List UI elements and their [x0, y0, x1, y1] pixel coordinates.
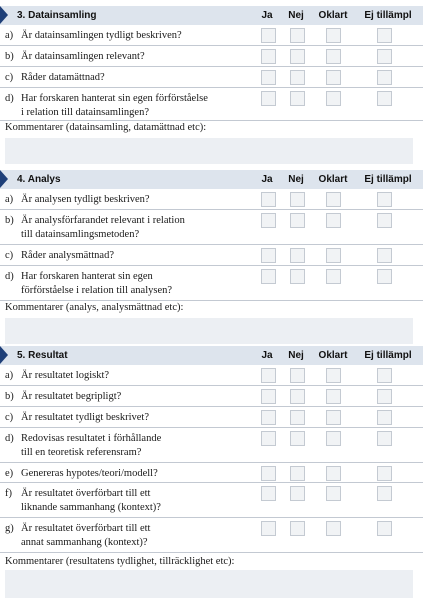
question-row: [0, 67, 423, 88]
question-line: Är resultatet överförbart till ett: [21, 488, 151, 499]
checkbox-oklart[interactable]: [326, 431, 341, 446]
question-line: annat sammanhang (kontext)?: [21, 537, 148, 548]
column-header-oklart: Oklart: [318, 10, 348, 21]
checkbox-ej-till-mpl[interactable]: [377, 49, 392, 64]
question-text: [5, 487, 250, 515]
checkbox-nej[interactable]: [290, 91, 305, 106]
question-row: [0, 428, 423, 463]
checkbox-ej-till-mpl[interactable]: [377, 466, 392, 481]
question-line: förförståelse i relation till analysen?: [21, 285, 173, 296]
checkbox-oklart[interactable]: [326, 49, 341, 64]
question-row: [0, 407, 423, 428]
column-header-ej-till-mpl: Ej tillämpl: [364, 350, 412, 361]
question-line: Råder analysmättnad?: [21, 250, 115, 261]
comment-label: Kommentarer (datainsamling, datamättnad etc):: [5, 122, 207, 133]
question-line: liknande sammanhang (kontext)?: [21, 502, 161, 513]
question-row: [0, 46, 423, 67]
checkbox-oklart[interactable]: [326, 28, 341, 43]
section-header: [0, 346, 423, 365]
comment-field[interactable]: [5, 138, 413, 164]
checkbox-ej-till-mpl[interactable]: [377, 28, 392, 43]
checkbox-oklart[interactable]: [326, 389, 341, 404]
question-letter: a): [5, 30, 14, 41]
question-line: Har forskaren hanterat sin egen förförståelse: [21, 93, 208, 104]
checkbox-nej[interactable]: [290, 466, 305, 481]
column-header-ja: Ja: [261, 10, 273, 21]
section-title: 4. Analys: [17, 174, 61, 185]
question-letter: d): [5, 433, 14, 444]
question-letter: a): [5, 370, 14, 381]
question-row: [0, 210, 423, 245]
checkbox-oklart[interactable]: [326, 192, 341, 207]
question-text: [5, 411, 250, 425]
checkbox-nej[interactable]: [290, 389, 305, 404]
checkbox-ej-till-mpl[interactable]: [377, 368, 392, 383]
question-line: till datainsamlingsmetoden?: [21, 229, 140, 240]
checkbox-ja[interactable]: [261, 70, 276, 85]
checkbox-nej[interactable]: [290, 368, 305, 383]
question-row: [0, 386, 423, 407]
column-header-ej-till-mpl: Ej tillämpl: [364, 10, 412, 21]
checkbox-nej[interactable]: [290, 521, 305, 536]
checkbox-ej-till-mpl[interactable]: [377, 486, 392, 501]
checkbox-ej-till-mpl[interactable]: [377, 431, 392, 446]
question-text: [5, 249, 250, 263]
question-line: Genereras hypotes/teori/modell?: [21, 468, 158, 479]
section-3-datainsamling: [0, 6, 423, 121]
checkbox-ja[interactable]: [261, 389, 276, 404]
question-row: [0, 25, 423, 46]
question-text: [5, 71, 250, 85]
checkbox-ja[interactable]: [261, 410, 276, 425]
checkbox-ej-till-mpl[interactable]: [377, 269, 392, 284]
checkbox-ja[interactable]: [261, 28, 276, 43]
question-letter: c): [5, 250, 14, 261]
question-line: Är analysen tydligt beskriven?: [21, 194, 150, 205]
question-line: Har forskaren hanterat sin egen: [21, 271, 153, 282]
checkbox-ja[interactable]: [261, 49, 276, 64]
checkbox-nej[interactable]: [290, 49, 305, 64]
checkbox-ja[interactable]: [261, 248, 276, 263]
checkbox-nej[interactable]: [290, 269, 305, 284]
triangle-marker-icon: [0, 346, 8, 364]
checkbox-nej[interactable]: [290, 486, 305, 501]
question-text: [5, 369, 250, 383]
checkbox-oklart[interactable]: [326, 521, 341, 536]
checkbox-nej[interactable]: [290, 248, 305, 263]
column-header-nej: Nej: [288, 350, 304, 361]
question-row: [0, 365, 423, 386]
checkbox-ej-till-mpl[interactable]: [377, 213, 392, 228]
checkbox-oklart[interactable]: [326, 70, 341, 85]
checkbox-oklart[interactable]: [326, 213, 341, 228]
question-letter: b): [5, 391, 14, 402]
checkbox-oklart[interactable]: [326, 269, 341, 284]
question-row: [0, 483, 423, 518]
checkbox-ej-till-mpl[interactable]: [377, 521, 392, 536]
question-letter: f): [5, 488, 12, 499]
checkbox-oklart[interactable]: [326, 91, 341, 106]
question-line: Redovisas resultatet i förhållande: [21, 433, 162, 444]
comment-label: Kommentarer (analys, analysmättnad etc):: [5, 302, 184, 313]
checkbox-ja[interactable]: [261, 91, 276, 106]
question-row: [0, 266, 423, 301]
checkbox-oklart[interactable]: [326, 368, 341, 383]
question-letter: c): [5, 72, 14, 83]
question-text: [5, 193, 250, 207]
question-row: [0, 245, 423, 266]
question-text: [5, 270, 250, 298]
checkbox-ja[interactable]: [261, 192, 276, 207]
checkbox-nej[interactable]: [290, 431, 305, 446]
triangle-marker-icon: [0, 6, 8, 24]
column-header-ja: Ja: [261, 350, 273, 361]
column-header-nej: Nej: [288, 10, 304, 21]
checkbox-ej-till-mpl[interactable]: [377, 91, 392, 106]
question-letter: c): [5, 412, 14, 423]
checkbox-oklart[interactable]: [326, 486, 341, 501]
question-row: [0, 189, 423, 210]
question-line: Råder datamättnad?: [21, 72, 105, 83]
question-line: Är datainsamlingen relevant?: [21, 51, 145, 62]
column-header-nej: Nej: [288, 174, 304, 185]
question-line: Är resultatet överförbart till ett: [21, 523, 151, 534]
section-title: 3. Datainsamling: [17, 10, 97, 21]
column-header-oklart: Oklart: [318, 174, 348, 185]
question-row: [0, 463, 423, 483]
question-letter: d): [5, 271, 14, 282]
question-line: till en teoretisk referensram?: [21, 447, 142, 458]
checkbox-oklart[interactable]: [326, 466, 341, 481]
question-letter: a): [5, 194, 14, 205]
question-line: Är resultatet tydligt beskrivet?: [21, 412, 150, 423]
question-text: [5, 214, 250, 242]
checkbox-ej-till-mpl[interactable]: [377, 389, 392, 404]
question-letter: g): [5, 523, 14, 534]
question-letter: b): [5, 215, 14, 226]
section-5-resultat: [0, 346, 423, 553]
comment-field[interactable]: [5, 570, 413, 598]
checkbox-ej-till-mpl[interactable]: [377, 410, 392, 425]
checkbox-nej[interactable]: [290, 70, 305, 85]
question-text: [5, 432, 250, 460]
section-header: [0, 6, 423, 25]
question-letter: e): [5, 468, 14, 479]
checkbox-nej[interactable]: [290, 192, 305, 207]
question-letter: b): [5, 51, 14, 62]
checkbox-oklart[interactable]: [326, 248, 341, 263]
column-header-ej-till-mpl: Ej tillämpl: [364, 174, 412, 185]
question-text: [5, 29, 250, 43]
question-text: [5, 50, 250, 64]
question-letter: d): [5, 93, 14, 104]
question-text: [5, 92, 250, 120]
checkbox-ej-till-mpl[interactable]: [377, 248, 392, 263]
checkbox-ej-till-mpl[interactable]: [377, 192, 392, 207]
question-line: Är resultatet begripligt?: [21, 391, 122, 402]
question-text: [5, 390, 250, 404]
question-line: Är analysförfarandet relevant i relation: [21, 215, 185, 226]
question-line: Är resultatet logiskt?: [21, 370, 110, 381]
question-line: Är datainsamlingen tydligt beskriven?: [21, 30, 182, 41]
question-row: [0, 518, 423, 553]
question-line: i relation till datainsamlingen?: [21, 107, 150, 118]
section-4-analys: [0, 170, 423, 301]
checkbox-ej-till-mpl[interactable]: [377, 70, 392, 85]
question-row: [0, 88, 423, 121]
checkbox-ja[interactable]: [261, 269, 276, 284]
checkbox-ja[interactable]: [261, 486, 276, 501]
checkbox-ja[interactable]: [261, 466, 276, 481]
section-title: 5. Resultat: [17, 350, 68, 361]
section-header: [0, 170, 423, 189]
checkbox-ja[interactable]: [261, 521, 276, 536]
checkbox-ja[interactable]: [261, 368, 276, 383]
question-text: [5, 522, 250, 550]
checkbox-nej[interactable]: [290, 213, 305, 228]
question-text: [5, 467, 250, 481]
checkbox-nej[interactable]: [290, 28, 305, 43]
comment-field[interactable]: [5, 318, 413, 344]
checkbox-nej[interactable]: [290, 410, 305, 425]
triangle-marker-icon: [0, 170, 8, 188]
column-header-oklart: Oklart: [318, 350, 348, 361]
checkbox-ja[interactable]: [261, 213, 276, 228]
comment-label: Kommentarer (resultatens tydlighet, tillräcklighet etc):: [5, 556, 235, 567]
checkbox-ja[interactable]: [261, 431, 276, 446]
column-header-ja: Ja: [261, 174, 273, 185]
checkbox-oklart[interactable]: [326, 410, 341, 425]
